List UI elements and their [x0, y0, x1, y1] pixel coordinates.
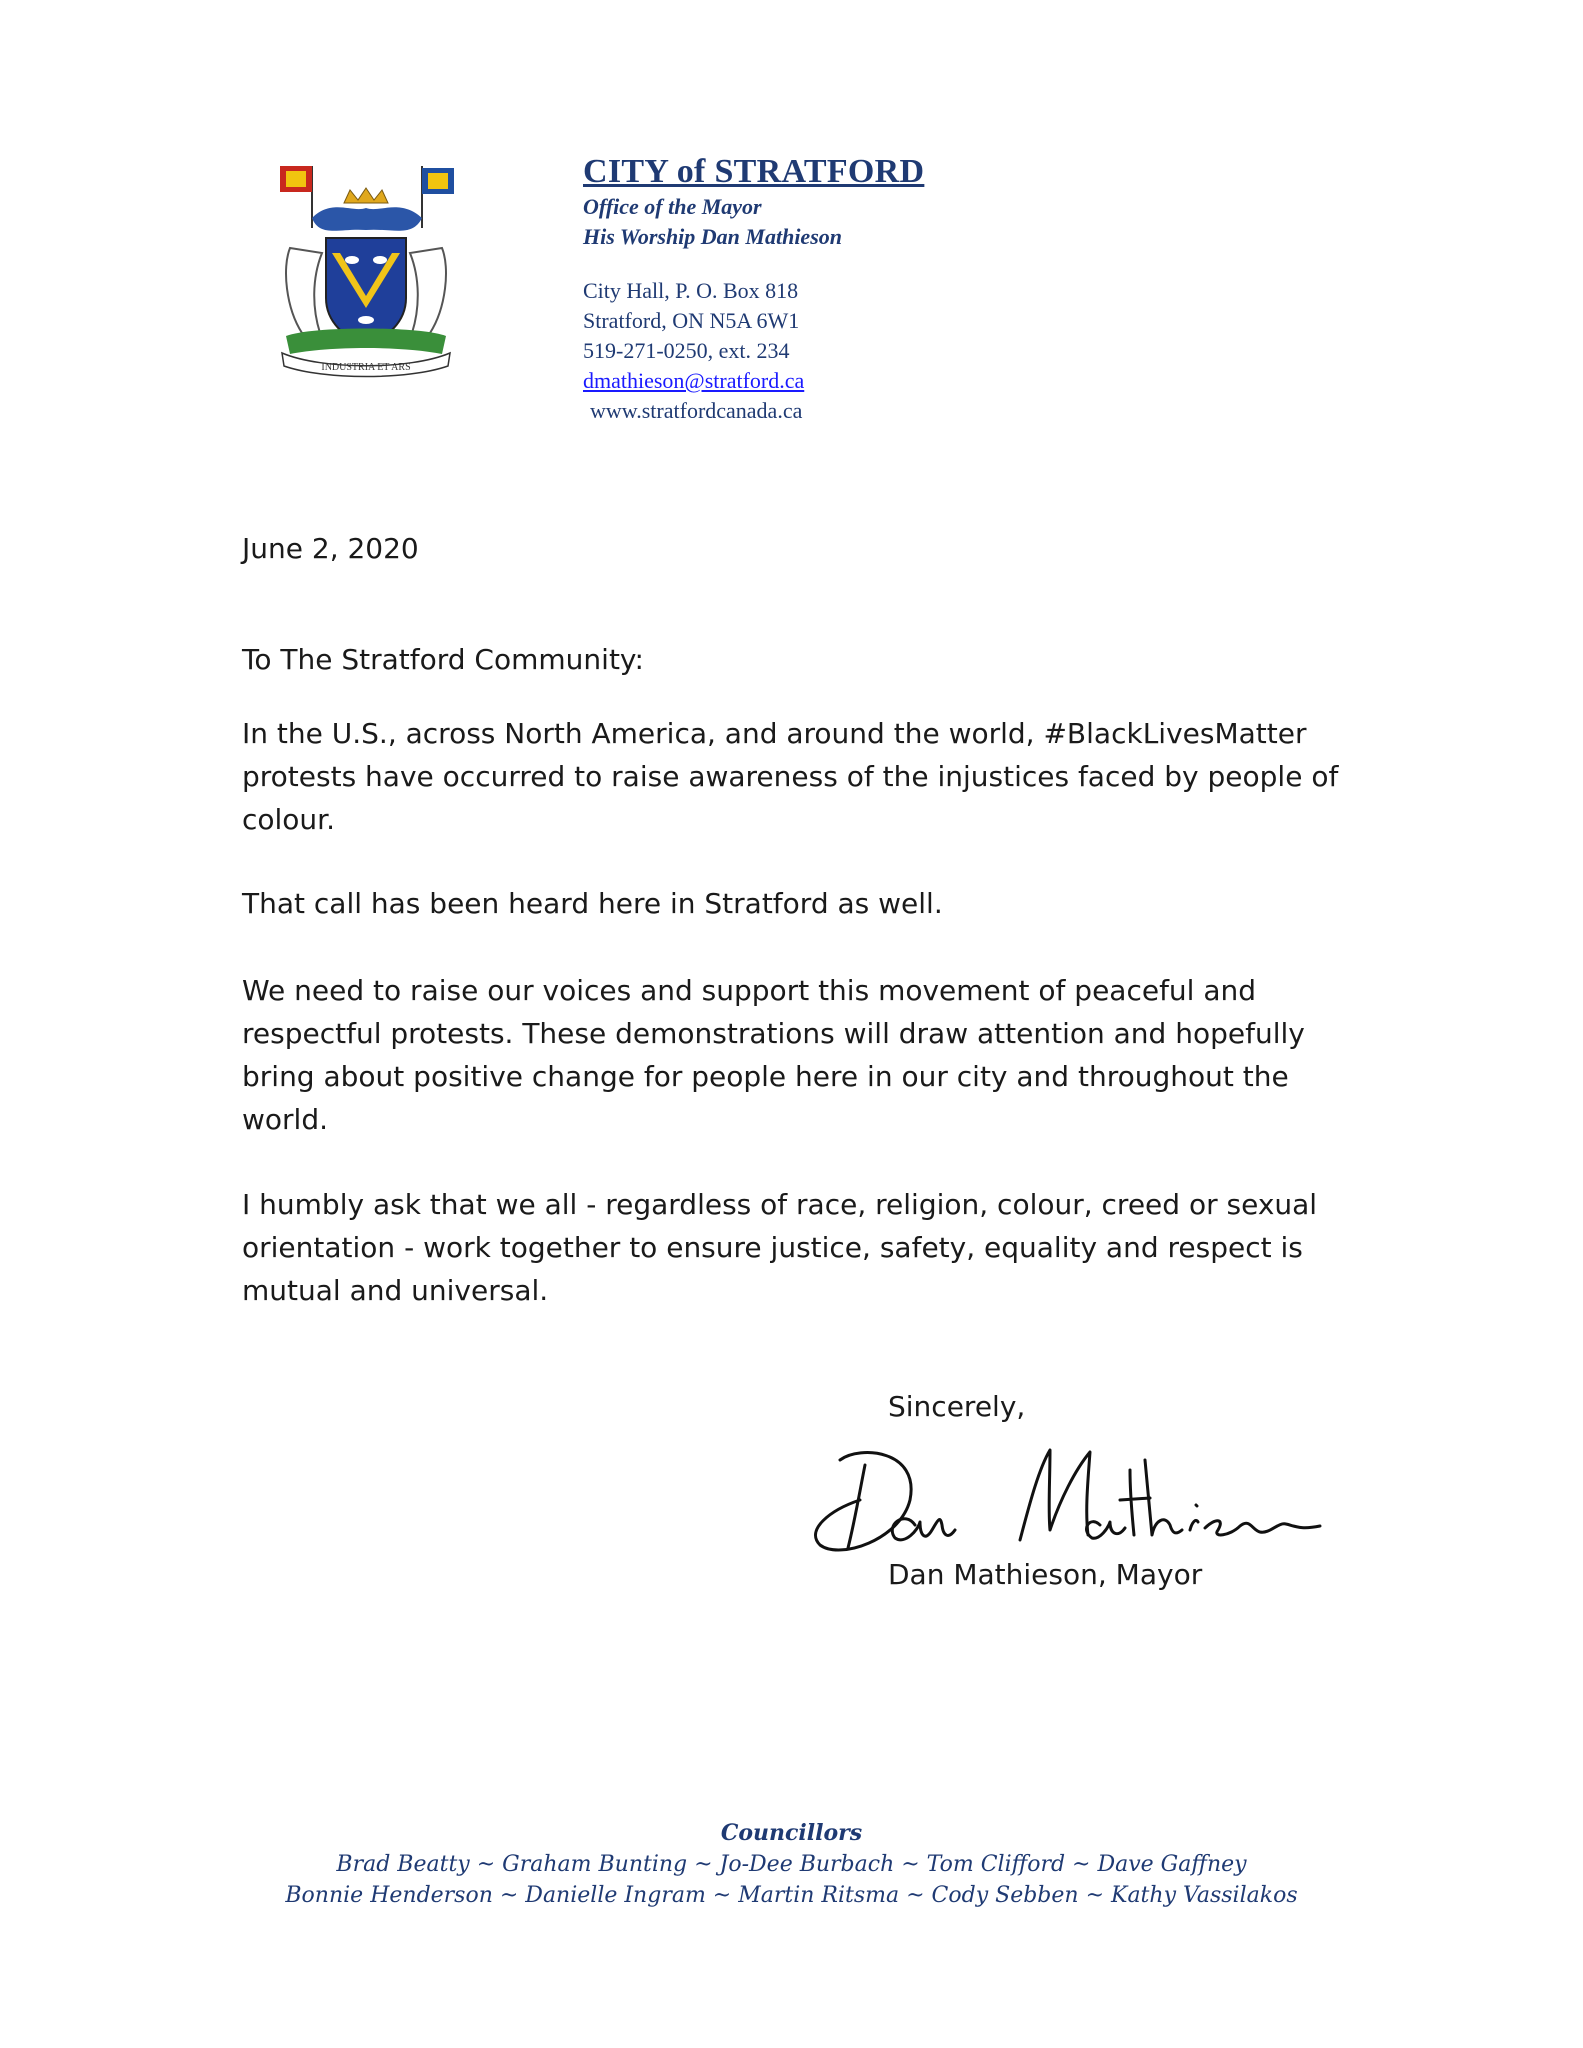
councillors-line-2: Bonnie Henderson ~ Danielle Ingram ~ Martin Ritsma ~ Cody Sebben ~ Kathy Vassilakos: [285, 1883, 1298, 1908]
handwritten-signature: [800, 1430, 1340, 1560]
phone-number: 519-271-0250, ext. 234: [583, 338, 790, 363]
address-line-2: Stratford, ON N5A 6W1: [583, 308, 800, 333]
letterhead: [583, 152, 924, 426]
website-text: www.stratfordcanada.ca: [590, 398, 803, 423]
address-line-1: City Hall, P. O. Box 818: [583, 278, 799, 303]
letter-date: June 2, 2020: [242, 532, 419, 565]
city-crest-logo: [272, 158, 460, 380]
paragraph: [242, 712, 1342, 841]
letterhead-title: CITY of STRATFORD: [583, 153, 925, 190]
paragraph: [242, 882, 1342, 925]
letterhead-worship: His Worship Dan Mathieson: [583, 224, 842, 249]
councillors-footer: [0, 1818, 1583, 1911]
salutation: To The Stratford Community:: [242, 643, 644, 676]
letterhead-office: Office of the Mayor: [583, 194, 762, 219]
paragraph-text: We need to raise our voices and support this movement of peaceful and respectful protests. These demonstrations will draw attention and hopefully bring about positive change for people here in our city and throughout the world.: [242, 974, 1305, 1136]
paragraph: [242, 969, 1342, 1141]
paragraph-text: That call has been heard here in Stratford as well.: [242, 887, 943, 920]
paragraph: [242, 1183, 1342, 1312]
closing: Sincerely,: [888, 1390, 1026, 1423]
paragraph-text: In the U.S., across North America, and around the world, #BlackLivesMatter protests have occurred to raise awareness of the injustices faced by people of colour.: [242, 717, 1339, 836]
signer-name: Dan Mathieson, Mayor: [888, 1558, 1203, 1591]
paragraph-text: I humbly ask that we all - regardless of race, religion, colour, creed or sexual orientation - work together to ensure justice, safety, equality and respect is mutual and universal.: [242, 1188, 1318, 1307]
councillors-title: Councillors: [720, 1820, 863, 1846]
crest-motto: INDUSTRIA ET ARS: [321, 362, 411, 373]
email-link[interactable]: dmathieson@stratford.ca: [583, 368, 805, 393]
councillors-line-1: Brad Beatty ~ Graham Bunting ~ Jo-Dee Burbach ~ Tom Clifford ~ Dave Gaffney: [336, 1852, 1247, 1877]
